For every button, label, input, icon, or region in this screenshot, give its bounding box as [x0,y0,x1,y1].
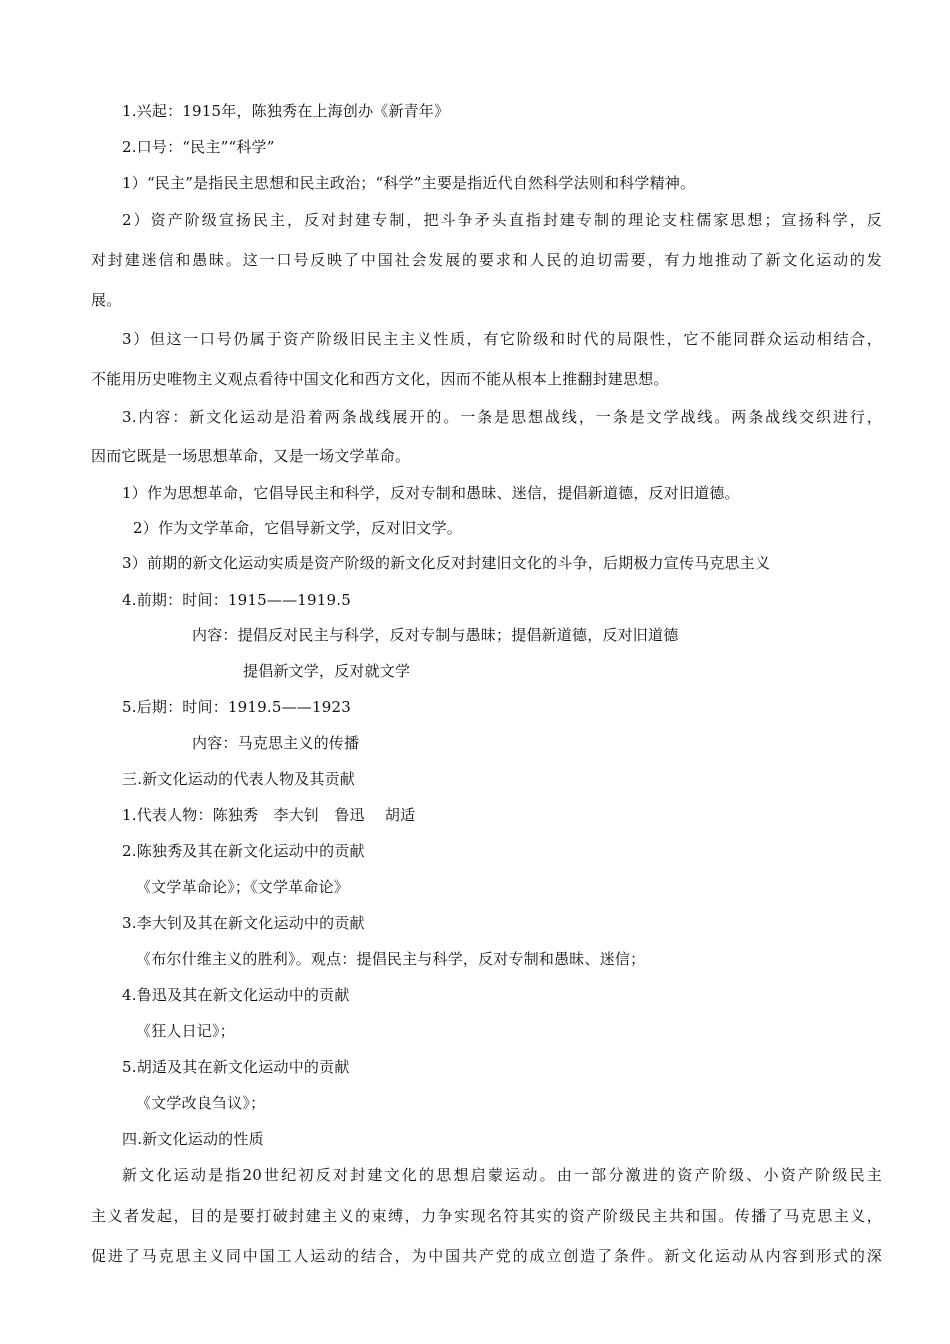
line-8: 不能用历史唯物主义观点看待中国文化和西方文化，因而不能从根本上推翻封建思想。 [91,370,669,388]
line-24: 《布尔什维主义的胜利》。观点：提倡民主与科学，反对专制和愚昧、迷信； [136,950,646,968]
line-2: 2.口号：“民主”“科学” [122,138,275,156]
line-15: 内容：提倡反对民主与科学，反对专制与愚昧；提倡新道德，反对旧道德 [192,626,679,644]
line-31: 主义者发起，目的是要打破封建主义的束缚，力争实现名符其实的资产阶级民主共和国。传播了马克思主义， [91,1207,882,1225]
line-16: 提倡新文学，反对就文学 [243,662,411,680]
line-4: 2）资产阶级宣扬民主，反对封建专制，把斗争矛头直指封建专制的理论支柱儒家思想；宣扬科学，反 [122,211,882,229]
line-3: 1）“民主”是指民主思想和民主政治；“科学”主要是指近代自然科学法则和科学精神。 [122,174,696,192]
line-25: 4.鲁迅及其在新文化运动中的贡献 [122,986,350,1004]
line-9: 3.内容：新文化运动是沿着两条战线展开的。一条是思想战线，一条是文学战线。两条战线交织进行， [122,408,882,426]
line-27: 5.胡适及其在新文化运动中的贡献 [122,1058,350,1076]
line-10: 因而它既是一场思想革命，又是一场文学革命。 [91,447,411,465]
line-6: 展。 [91,291,122,309]
line-19: 三.新文化运动的代表人物及其贡献 [122,770,355,788]
line-13: 3）前期的新文化运动实质是资产阶级的新文化反对封建旧文化的斗争，后期极力宣传马克思主义 [122,554,771,572]
line-26: 《狂人日记》； [136,1022,235,1040]
line-11: 1）作为思想革命，它倡导民主和科学，反对专制和愚昧、迷信，提倡新道德，反对旧道德。 [122,484,740,502]
line-18: 内容：马克思主义的传播 [192,734,360,752]
line-1: 1.兴起：1915年，陈独秀在上海创办《新青年》 [122,102,450,120]
line-30: 新文化运动是指20世纪初反对封建文化的思想启蒙运动。由一部分激进的资产阶级、小资产阶级民主 [122,1166,882,1184]
line-5: 对封建迷信和愚昧。这一口号反映了中国社会发展的要求和人民的迫切需要，有力地推动了新文化运动的发 [91,251,882,269]
line-21: 2.陈独秀及其在新文化运动中的贡献 [122,842,365,860]
line-29: 四.新文化运动的性质 [122,1130,264,1148]
line-12: 2）作为文学革命，它倡导新文学，反对旧文学。 [133,519,462,537]
line-17: 5.后期：时间：1919.5——1923 [122,698,351,716]
line-32: 促进了马克思主义同中国工人运动的结合，为中国共产党的成立创造了条件。新文化运动从内容到形式的深 [91,1247,882,1265]
line-22: 《文学革命论》；《文学革命论》 [136,878,350,896]
line-14: 4.前期：时间：1915——1919.5 [122,591,351,609]
line-7: 3）但这一口号仍属于资产阶级旧民主主义性质，有它阶级和时代的局限性，它不能同群众运动相结合， [122,330,882,348]
line-23: 3.李大钊及其在新文化运动中的贡献 [122,914,365,932]
line-20: 1.代表人物：陈独秀 李大钊 鲁迅 胡适 [122,806,416,824]
line-28: 《文学改良刍议》； [136,1094,266,1112]
